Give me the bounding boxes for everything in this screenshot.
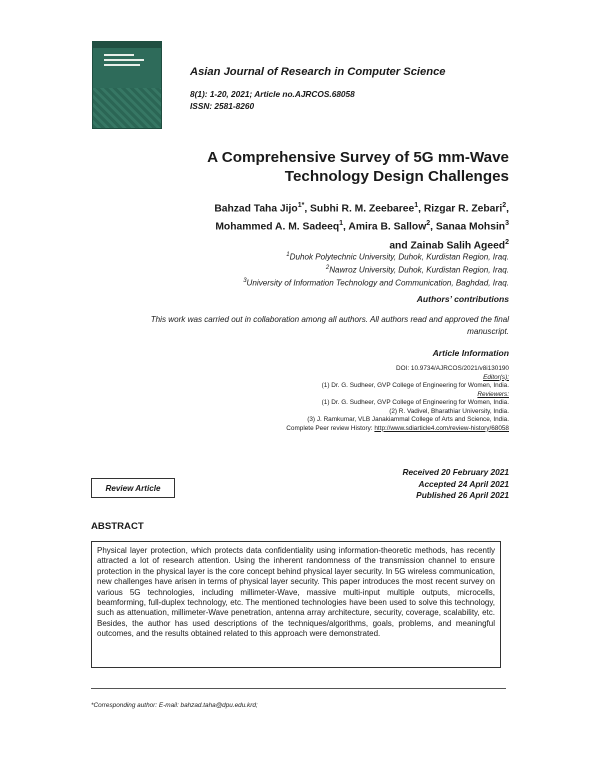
reviewer: (2) R. Vadivel, Bharathiar University, India. bbox=[389, 407, 509, 415]
author-name: Amira B. Sallow bbox=[348, 221, 427, 233]
issn: ISSN: 2581-8260 bbox=[190, 101, 255, 111]
paper-title: A Comprehensive Survey of 5G mm-Wave Technology Design Challenges bbox=[207, 149, 509, 185]
editor: (1) Dr. G. Sudheer, GVP College of Engineering for Women, India. bbox=[321, 382, 509, 389]
contributions-heading: Authors’ contributions bbox=[416, 294, 509, 304]
editors-label: Editor(s): bbox=[483, 373, 509, 381]
accepted-date: Accepted 24 April 2021 bbox=[418, 478, 509, 489]
reviewer: (3) J. Ramkumar, VLB Janakiammal College of Arts and Science, India. bbox=[307, 416, 509, 423]
reviewers-label: Reviewers: bbox=[477, 390, 509, 398]
author-list: Bahzad Taha Jijo$^{1*}$, Subhi R. M. Zeebaree$^1$, Rizgar R. Zebari$^2$, Mohammed A. M. Sadeeq$^1$, Amira B. Sallow$^2$, Sanaa Mohsin$^3$ and Zainab Salih Ageed$^2$ bbox=[214, 202, 509, 252]
affiliation: $^1$Duhok Polytechnic University, Duhok, Kurdistan Region, Iraq. bbox=[286, 252, 509, 262]
author-name: Subhi R. M. Zeebaree bbox=[310, 203, 415, 215]
abstract-heading: ABSTRACT bbox=[91, 521, 144, 532]
affiliations bbox=[150, 250, 509, 290]
contributions-text: This work was carried out in collaboration among all authors. All authors read and approved the final manuscript. bbox=[150, 315, 509, 336]
affiliation: $^3$University of Information Technology and Communication, Baghdad, Iraq. bbox=[243, 278, 509, 289]
author-name: Mohammed A. M. Sadeeq bbox=[215, 221, 340, 233]
history-label: Complete Peer review History: bbox=[286, 424, 373, 432]
received-date: Received 20 February 2021 bbox=[402, 467, 509, 477]
affiliation: $^2$Nawroz University, Duhok, Kurdistan Region, Iraq. bbox=[325, 265, 509, 275]
author-name: Bahzad Taha Jijo bbox=[214, 203, 298, 215]
volume-info: 8(1): 1-20, 2021; Article no.AJRCOS.68058 bbox=[190, 89, 355, 99]
journal-name: Asian Journal of Research in Computer Science bbox=[190, 66, 446, 78]
author-name: and Zainab Salih Ageed bbox=[389, 240, 506, 252]
review-history-link[interactable]: http://www.sdiarticle4.com/review-history/68058 bbox=[374, 424, 509, 432]
article-info-heading: Article Information bbox=[432, 348, 509, 358]
article-type-badge: Review Article bbox=[91, 478, 175, 498]
journal-cover-thumbnail bbox=[92, 41, 162, 129]
corresponding-author-note: *Corresponding author: E-mail: bahzad.taha@dpu.edu.krd; bbox=[91, 702, 258, 709]
author-name: Sanaa Mohsin bbox=[435, 221, 506, 233]
footnote-divider bbox=[91, 688, 506, 689]
published-date: Published 26 April 2021 bbox=[416, 490, 509, 500]
author-name: Rizgar R. Zebari bbox=[423, 203, 503, 215]
publication-dates bbox=[402, 467, 509, 502]
article-info bbox=[200, 365, 509, 433]
reviewer: (1) Dr. G. Sudheer, GVP College of Engineering for Women, India. bbox=[321, 399, 509, 406]
abstract-text: Physical layer protection, which protects data confidentiality using information-theoretic methods, has recently attracted a lot of research attention. Using the inherent randomness of the transmission channel to ensure protection in the physical layer is the core concept behind physical layer security. In 5G wireless communication, new challenges have arisen in terms of physical layer security. This paper introduces the most recent survey on various 5G technologies, including millimeter-Wave, massive multi-input multiple outputs, microcells, beamforming, full-duplex technology, etc. The mentioned technologies have been used to solve this technology, such as attenuation, millimeter-Wave penetration, antenna array architecture, security, coverage, scalability, etc. Besides, the author has used descriptions of the techniques/algorithms, goals, problems, and meaningful outcomes, and the results obtained related to this approach were demonstrated. bbox=[91, 541, 501, 668]
doi: DOI: 10.9734/AJRCOS/2021/v8i130190 bbox=[396, 365, 509, 372]
